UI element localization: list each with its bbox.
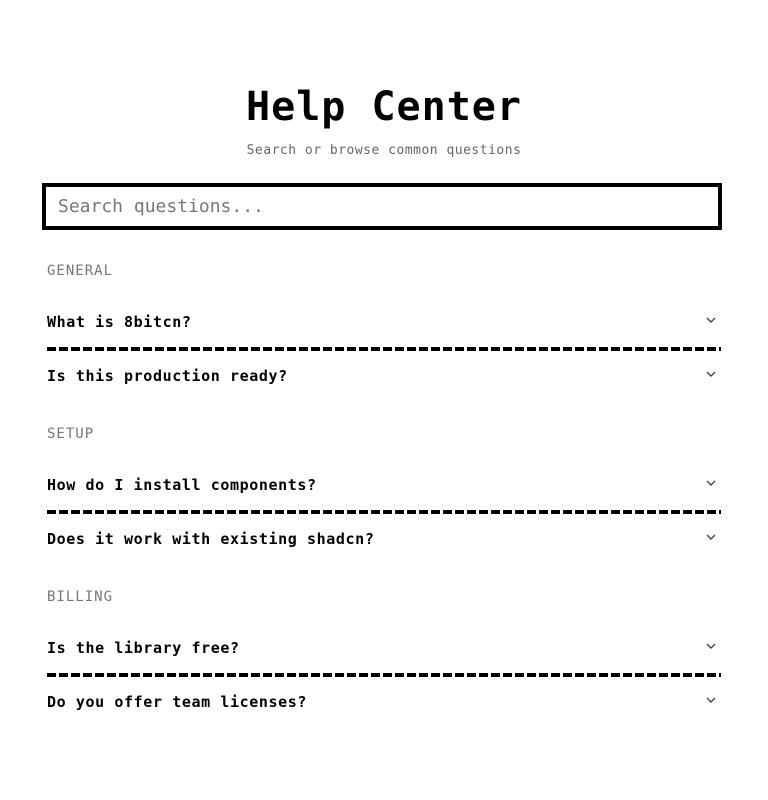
faq-item[interactable] [47,351,721,405]
chevron-down-icon[interactable] [705,694,717,706]
faq-question[interactable]: Do you offer team licenses? [47,693,308,711]
chevron-down-icon[interactable] [705,477,717,489]
category-label: SETUP [47,426,95,442]
faq-item[interactable] [47,677,721,731]
page-title: Help Center [246,84,522,130]
faq-question[interactable]: What is 8bitcn? [47,313,192,331]
chevron-down-icon[interactable] [705,368,717,380]
category-billing [47,588,721,731]
page-subtitle: Search or browse common questions [246,143,522,158]
category-setup [47,425,721,568]
faq-question[interactable]: Is the library free? [47,639,240,657]
chevron-down-icon[interactable] [705,314,717,326]
category-general [47,262,721,405]
search-input[interactable] [46,187,718,226]
chevron-down-icon[interactable] [705,640,717,652]
search-box [42,183,722,230]
category-label: GENERAL [47,263,114,279]
chevron-down-icon[interactable] [705,531,717,543]
faq-item[interactable] [47,460,721,514]
faq-question[interactable]: Is this production ready? [47,367,288,385]
category-label: BILLING [47,589,114,605]
faq-item[interactable] [47,623,721,677]
faq-item[interactable] [47,297,721,351]
faq-item[interactable] [47,514,721,568]
faq-question[interactable]: How do I install components? [47,476,317,494]
faq-question[interactable]: Does it work with existing shadcn? [47,530,375,548]
